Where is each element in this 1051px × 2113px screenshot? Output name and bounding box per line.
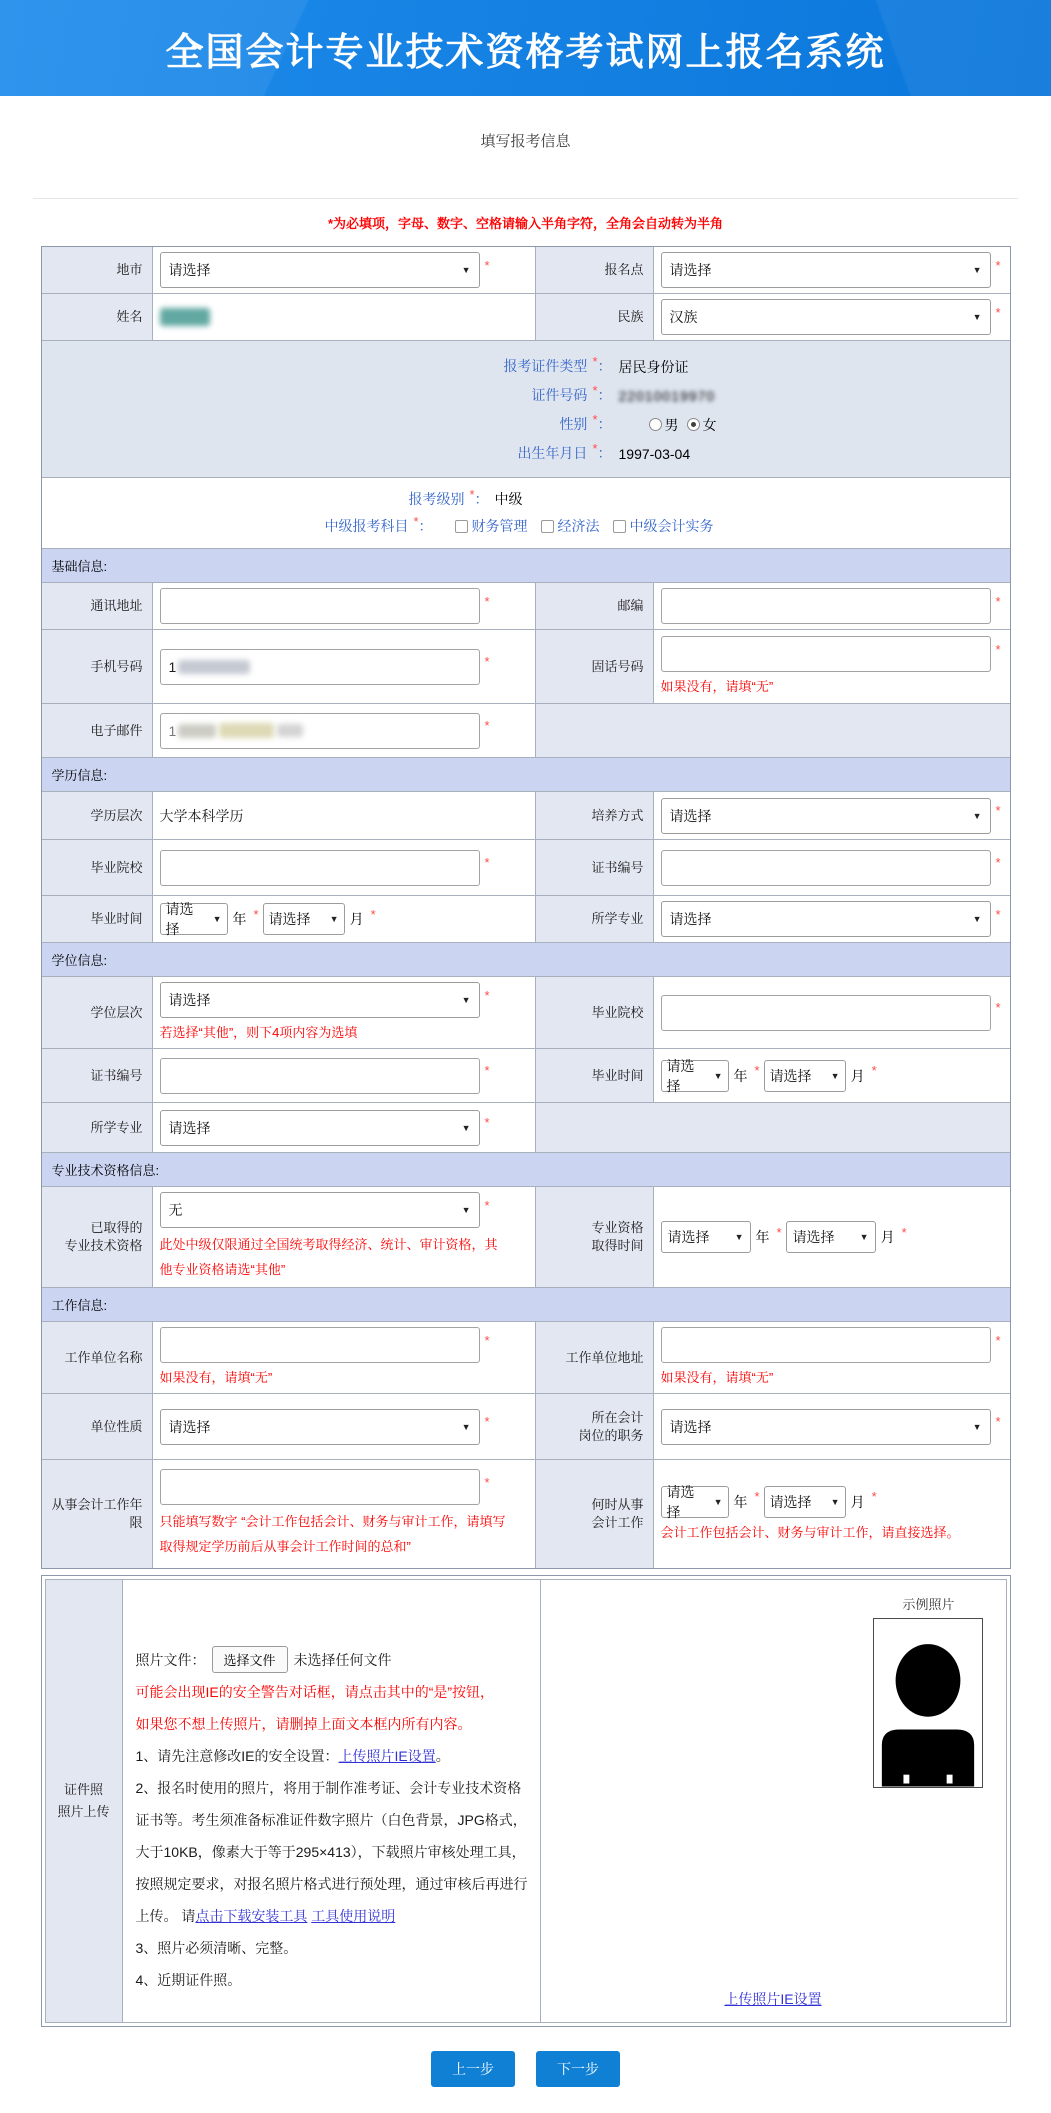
chevron-down-icon: ▼ xyxy=(972,1421,982,1432)
chevron-down-icon: ▼ xyxy=(461,265,471,275)
row-acquired-qualification: 已取得的 专业技术资格 无 ▼ * 此处中级仅限通过全国统考取得经济、统计、审计资格，其他专业资格请选“其他” 专业资格 取得时间 请选择 ▼ 年 * 请选择 ▼ 月 * xyxy=(42,1187,1010,1288)
redacted-id-number: 22010019970 xyxy=(618,387,716,404)
row-degree-certno-time: 证书编号 * 毕业时间 请选择 ▼ 年 * 请选择 ▼ 月 * xyxy=(42,1049,1010,1103)
sample-photo-label: 示例照片 xyxy=(902,1597,955,1612)
edu-level-value: 大学本科学历 xyxy=(159,807,244,824)
edu-certno-input[interactable] xyxy=(661,850,991,886)
required-asterisk: * xyxy=(995,641,1001,657)
photo-warning-line1: 可能会出现IE的安全警告对话框，请点击其中的“是”按钮， xyxy=(135,1684,495,1700)
chevron-down-icon: ▼ xyxy=(972,810,982,821)
photo-step4: 4、近期证件照。 xyxy=(135,1972,242,1988)
required-asterisk: * xyxy=(484,1063,490,1078)
email-input[interactable]: 1 xyxy=(160,713,480,749)
degree-major-select[interactable]: 请选择 ▼ xyxy=(160,1110,480,1146)
acquired-month-select[interactable]: 请选择 ▼ xyxy=(786,1221,876,1253)
chevron-down-icon: ▼ xyxy=(734,1232,744,1242)
degree-major-label: 所学专业 xyxy=(42,1103,153,1152)
required-asterisk: * xyxy=(484,1197,490,1213)
registration-form xyxy=(41,246,1011,1569)
train-mode-select[interactable]: 请选择 ▼ xyxy=(661,798,991,834)
photo-file-row xyxy=(136,1644,530,1676)
row-company-type-position xyxy=(42,1394,1010,1460)
work-start-year-select[interactable]: 请选择 ▼ xyxy=(661,1486,729,1518)
work-start-label: 何时从事 会计工作 xyxy=(536,1460,654,1568)
position-label: 所在会计 岗位的职务 xyxy=(536,1394,654,1459)
company-input[interactable] xyxy=(160,1327,480,1363)
required-asterisk: * xyxy=(754,1489,760,1504)
work-years-note: 只能填写数字 “会计工作包括会计、财务与审计工作，请填写取得规定学历前后从事会计工作时间的总和” xyxy=(159,1514,506,1554)
subject-practice-label: 中级会计实务 xyxy=(629,518,714,534)
required-asterisk: * xyxy=(484,1115,490,1130)
required-asterisk: * xyxy=(995,1000,1001,1015)
required-asterisk: * xyxy=(484,654,490,669)
divider xyxy=(33,198,1018,199)
section-professional: 专业技术资格信息: xyxy=(42,1153,1010,1187)
ie-settings-link[interactable]: 上传照片IE设置 xyxy=(338,1748,436,1764)
section-basic: 基础信息: xyxy=(42,549,1010,583)
chevron-down-icon: ▼ xyxy=(830,1070,840,1081)
company-addr-note: 如果没有，请填“无” xyxy=(660,1370,774,1385)
work-start-note: 会计工作包括会计、财务与审计工作，请直接选择。 xyxy=(660,1524,960,1540)
row-degree-major xyxy=(42,1103,1010,1153)
required-asterisk: * xyxy=(995,855,1001,870)
page-title: 填写报考信息 xyxy=(480,133,571,150)
certificate-info-block xyxy=(42,341,1010,478)
chevron-down-icon: ▼ xyxy=(329,914,339,924)
degree-certno-input[interactable] xyxy=(160,1058,480,1094)
redacted-mobile-value xyxy=(178,660,250,674)
redacted-email-value xyxy=(277,724,303,737)
birth-value: 1997-03-04 xyxy=(618,445,691,462)
redacted-name-value xyxy=(160,308,210,326)
subjects-label: 中级报考科目 *： xyxy=(324,514,433,534)
no-file-text: 未选择任何文件 xyxy=(293,1652,392,1668)
gender-male-radio[interactable] xyxy=(649,418,662,431)
required-asterisk: * xyxy=(484,987,490,1003)
degree-level-note: 若选择“其他”，则下4项内容为选填 xyxy=(159,1025,358,1040)
degree-grad-year-select[interactable]: 请选择 ▼ xyxy=(661,1060,729,1092)
acquired-year-select[interactable]: 请选择 ▼ xyxy=(661,1221,751,1253)
company-label: 工作单位名称 xyxy=(42,1322,153,1393)
company-addr-input[interactable] xyxy=(661,1327,991,1363)
required-asterisk: * xyxy=(995,1414,1001,1429)
photo-step3: 3、照片必须清晰、完整。 xyxy=(135,1940,298,1956)
app-title: 全国会计专业技术资格考试网上报名系统 xyxy=(165,31,886,74)
edu-school-input[interactable] xyxy=(160,850,480,886)
email-label: 电子邮件 xyxy=(42,704,153,757)
chevron-down-icon: ▼ xyxy=(461,1205,471,1215)
work-years-input[interactable] xyxy=(160,1469,480,1505)
required-asterisk: * xyxy=(995,803,1001,818)
section-degree: 学位信息: xyxy=(42,943,1010,977)
redacted-email-value xyxy=(219,723,274,738)
acquired-label: 已取得的 专业技术资格 xyxy=(42,1187,153,1287)
required-asterisk: * xyxy=(484,1414,490,1429)
required-asterisk: * xyxy=(253,906,259,922)
required-asterisk: * xyxy=(995,593,1001,609)
required-asterisk: * xyxy=(484,1332,490,1348)
gender-female-label: 女 xyxy=(702,416,717,433)
chevron-down-icon: ▼ xyxy=(972,312,982,322)
required-asterisk: * xyxy=(995,1332,1001,1348)
required-asterisk: * xyxy=(871,1489,877,1504)
required-asterisk: * xyxy=(754,1063,760,1078)
row-address-zip xyxy=(42,583,1010,630)
mobile-label: 手机号码 xyxy=(42,630,153,703)
ethnic-select[interactable]: 汉族 ▼ xyxy=(661,299,991,335)
chevron-down-icon: ▼ xyxy=(972,265,982,275)
tel-label: 固话号码 xyxy=(536,630,654,703)
name-label: 姓名 xyxy=(42,294,153,340)
company-type-label: 单位性质 xyxy=(42,1394,153,1459)
edu-certno-label: 证书编号 xyxy=(536,840,654,895)
train-label: 培养方式 xyxy=(536,792,654,839)
reg-point-select[interactable]: 请选择 ▼ xyxy=(661,252,991,288)
subject-finance-label: 财务管理 xyxy=(471,518,528,534)
edu-time-label: 毕业时间 xyxy=(42,896,153,942)
address-input[interactable] xyxy=(160,588,480,624)
zip-input[interactable] xyxy=(661,588,991,624)
tel-input[interactable] xyxy=(661,636,991,672)
degree-level-label: 学位层次 xyxy=(42,977,153,1048)
cert-type-label: 报考证件类型 *： xyxy=(503,354,612,374)
ie-settings-bottom-link[interactable]: 上传照片IE设置 xyxy=(724,1991,822,2007)
company-note: 如果没有，请填“无” xyxy=(159,1370,273,1385)
degree-grad-month-select[interactable]: 请选择 ▼ xyxy=(764,1060,846,1092)
city-select[interactable]: 请选择 ▼ xyxy=(160,252,480,288)
chevron-down-icon: ▼ xyxy=(713,1496,723,1507)
subject-practice-checkbox[interactable] xyxy=(613,520,626,533)
row-degree-level-school xyxy=(42,977,1010,1049)
redacted-email-value xyxy=(178,724,216,738)
degree-school-label: 毕业院校 xyxy=(536,977,654,1048)
cert-type-value: 居民身份证 xyxy=(618,358,689,375)
tel-note: 如果没有，请填“无” xyxy=(660,679,774,694)
degree-time-label: 毕业时间 xyxy=(536,1049,654,1102)
photo-upload-section xyxy=(41,1575,1011,2027)
gender-male-label: 男 xyxy=(664,416,679,433)
required-asterisk: * xyxy=(901,1224,907,1240)
chevron-down-icon: ▼ xyxy=(461,1421,471,1432)
degree-school-input[interactable] xyxy=(661,995,991,1031)
row-edu-school-certno xyxy=(42,840,1010,896)
required-asterisk: * xyxy=(484,593,490,609)
chevron-down-icon: ▼ xyxy=(461,1122,471,1133)
section-education: 学历信息: xyxy=(42,758,1010,792)
required-warning: *为必填项，字母、数字、空格请输入半角字符，全角会自动转为半角 xyxy=(327,216,724,231)
subject-law-checkbox[interactable] xyxy=(541,520,554,533)
photo-warning-line2: 如果您不想上传照片，请删掉上面文本框内所有内容。 xyxy=(135,1716,472,1732)
required-asterisk: * xyxy=(776,1224,782,1240)
download-tool-link[interactable]: 点击下载安装工具 xyxy=(195,1908,308,1924)
app-header xyxy=(0,0,1051,96)
level-label: 报考级别 *： xyxy=(408,487,489,507)
required-asterisk: * xyxy=(484,855,490,870)
photo-step1: 1、请先注意修改IE的安全设置：上传照片IE设置。 xyxy=(135,1748,450,1764)
photo-section-label: 证件照 照片上传 xyxy=(46,1580,123,2022)
acquired-note: 此处中级仅限通过全国统考取得经济、统计、审计资格，其他专业资格请选“其他” xyxy=(159,1237,498,1277)
empty-cell xyxy=(536,704,1010,757)
edu-grad-month-select[interactable]: 请选择 ▼ xyxy=(263,903,345,935)
section-work: 工作信息: xyxy=(42,1288,1010,1322)
photo-instructions xyxy=(123,1580,541,2022)
degree-level-select[interactable]: 请选择 ▼ xyxy=(160,982,480,1018)
birth-label: 出生年月日 *： xyxy=(517,441,612,461)
edu-major-select[interactable]: 请选择 ▼ xyxy=(661,901,991,937)
empty-cell xyxy=(536,1103,1010,1152)
subject-law-label: 经济法 xyxy=(557,518,600,534)
photo-step2: 2、报名时使用的照片，将用于制作准考证、会计专业技术资格证书等。考生须准备标准证件数字照片（白色背景，JPG格式，大于10KB，像素大于等于295×413），下载照片审核处理工具，按照规定要求，对报名照片格式进行预处理，通过审核后再进行上传。 请点击下载安装工具 工具使用说明 xyxy=(135,1780,528,1924)
point-label: 报名点 xyxy=(536,247,654,293)
zip-label: 邮编 xyxy=(536,583,654,629)
work-start-month-select[interactable]: 请选择 ▼ xyxy=(764,1486,846,1518)
chevron-down-icon: ▼ xyxy=(713,1070,723,1081)
acquired-time-label: 专业资格 取得时间 xyxy=(536,1187,654,1287)
photo-file-label: 照片文件： xyxy=(135,1652,206,1668)
next-step-button[interactable]: 下一步 xyxy=(536,2051,620,2087)
address-label: 通讯地址 xyxy=(42,583,153,629)
chevron-down-icon: ▼ xyxy=(212,914,222,924)
row-edu-time-major: 毕业时间 请选择 ▼ 年 * 请选择 ▼ 月 * 所学专业 请选择 ▼ * xyxy=(42,896,1010,943)
acquired-select[interactable]: 无 ▼ xyxy=(160,1192,480,1228)
photo-sample-panel xyxy=(541,1580,1006,2022)
city-label: 地市 xyxy=(42,247,153,293)
tool-manual-link[interactable]: 工具使用说明 xyxy=(311,1908,396,1924)
required-asterisk: * xyxy=(484,257,490,273)
row-company xyxy=(42,1322,1010,1394)
edu-major-label: 所学专业 xyxy=(536,896,654,942)
required-asterisk: * xyxy=(995,257,1001,273)
row-name-ethnic xyxy=(42,294,1010,341)
id-number-label: 证件号码 *： xyxy=(531,383,612,403)
required-asterisk: * xyxy=(871,1063,877,1078)
chevron-down-icon: ▼ xyxy=(859,1232,869,1242)
chevron-down-icon: ▼ xyxy=(461,995,471,1005)
required-asterisk: * xyxy=(995,304,1001,320)
required-asterisk: * xyxy=(484,1474,490,1490)
gender-female-radio[interactable] xyxy=(687,418,700,431)
sample-photo xyxy=(873,1618,983,1788)
row-email xyxy=(42,704,1010,758)
company-type-select[interactable]: 请选择 ▼ xyxy=(160,1409,480,1445)
required-asterisk: * xyxy=(484,718,490,733)
level-value: 中级 xyxy=(494,491,523,507)
position-select[interactable]: 请选择 ▼ xyxy=(661,1409,991,1445)
ethnic-label: 民族 xyxy=(536,294,654,340)
row-mobile-tel xyxy=(42,630,1010,704)
form-actions xyxy=(0,2051,1051,2113)
row-work-years-start: 从事会计工作年限 * 只能填写数字 “会计工作包括会计、财务与审计工作，请填写取得规定学历前后从事会计工作时间的总和” 何时从事 会计工作 请选择 ▼ 年 * 请选择 ▼ 月 * 会计工作包括会计、财务与审计工作，请直接选择。 xyxy=(42,1460,1010,1568)
edu-level-label: 学历层次 xyxy=(42,792,153,839)
work-years-label: 从事会计工作年限 xyxy=(42,1460,153,1568)
mobile-input[interactable]: 1 xyxy=(160,649,480,685)
choose-file-button[interactable]: 选择文件 xyxy=(212,1646,288,1673)
required-asterisk: * xyxy=(995,906,1001,922)
chevron-down-icon: ▼ xyxy=(830,1496,840,1507)
gender-label: 性别 *： xyxy=(559,412,612,432)
prev-step-button[interactable]: 上一步 xyxy=(431,2051,515,2087)
company-addr-label: 工作单位地址 xyxy=(536,1322,654,1393)
required-asterisk: * xyxy=(370,906,376,922)
edu-grad-year-select[interactable]: 请选择 ▼ xyxy=(160,903,228,935)
edu-school-label: 毕业院校 xyxy=(42,840,153,895)
row-city-point xyxy=(42,247,1010,294)
chevron-down-icon: ▼ xyxy=(972,914,982,924)
row-edu-level xyxy=(42,792,1010,840)
exam-level-block xyxy=(42,478,1010,549)
subject-finance-checkbox[interactable] xyxy=(455,520,468,533)
degree-certno-label: 证书编号 xyxy=(42,1049,153,1102)
